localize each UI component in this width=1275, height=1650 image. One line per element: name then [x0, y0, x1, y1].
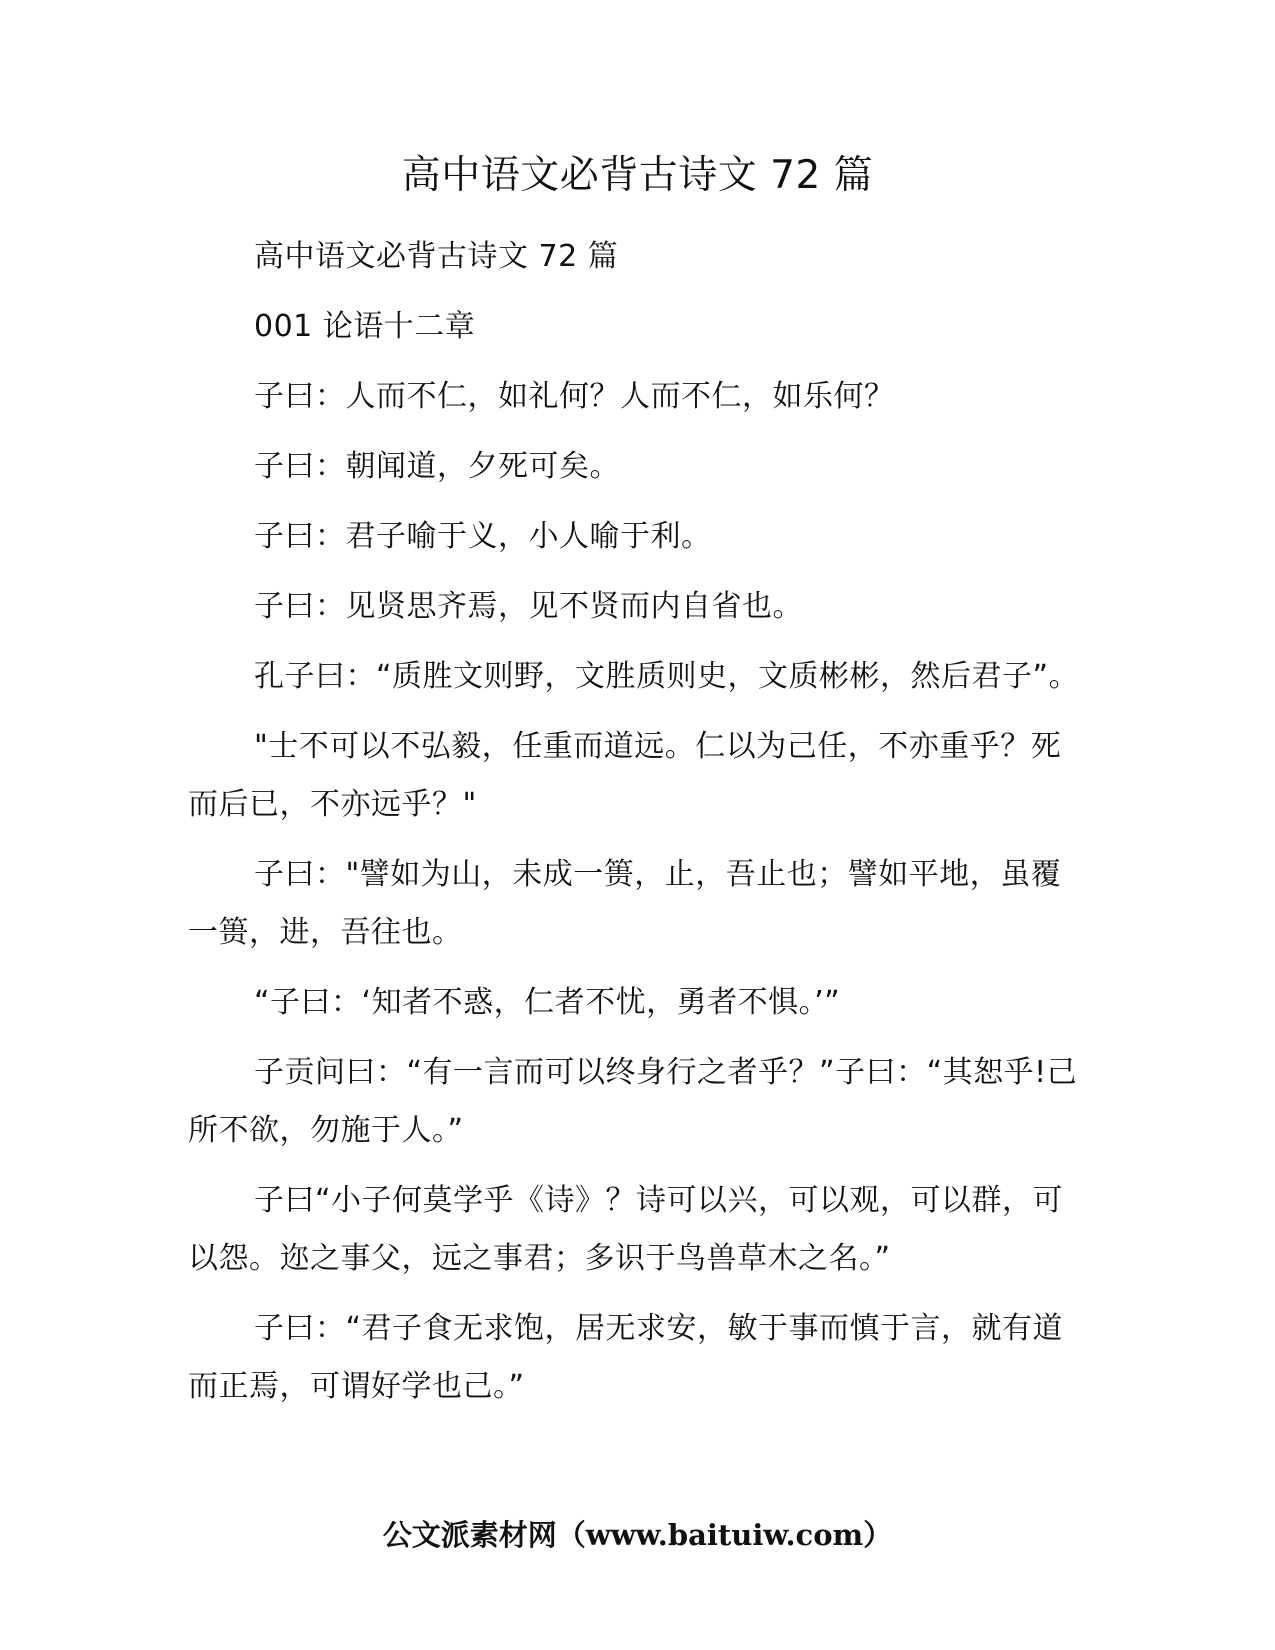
paragraph: 子曰："譬如为山，未成一篑，止，吾止也；譬如平地，虽覆一篑，进，吾往也。	[188, 857, 1062, 950]
paragraph: “子曰：‘知者不惑，仁者不忧，勇者不惧。’”	[254, 985, 841, 1020]
paragraph: 子贡问曰：“有一言而可以终身行之者乎？”子曰：“其恕乎!己所不欲，勿施于人。”	[188, 1055, 1078, 1148]
paragraph: 孔子曰：“质胜文则野，文胜质则史，文质彬彬，然后君子”。	[254, 659, 1080, 694]
paragraph: 子曰：见贤思齐焉，见不贤而内自省也。	[254, 589, 803, 624]
footer-watermark: 公文派素材网（www.baituiw.com）	[382, 1518, 893, 1552]
paragraph: 子曰：君子喻于义，小人喻于利。	[254, 519, 712, 554]
document-body	[188, 228, 1088, 1428]
paragraph: "士不可以不弘毅，任重而道远。仁以为己任，不亦重乎？死而后已，不亦远乎？"	[188, 729, 1062, 822]
paragraph-section-heading: 001 论语十二章	[254, 309, 476, 344]
paragraph-subtitle: 高中语文必背古诗文 72 篇	[254, 239, 619, 274]
paragraph: 子曰：人而不仁，如礼何？人而不仁，如乐何？	[254, 379, 895, 414]
paragraph: 子曰：“君子食无求饱，居无求安，敏于事而慎于言，就有道而正焉，可谓好学也己。”	[188, 1311, 1064, 1404]
paragraph: 子曰“小子何莫学乎《诗》？诗可以兴，可以观，可以群，可以怨。迩之事父，远之事君；多识于鸟兽草木之名。”	[188, 1183, 1064, 1276]
paragraph: 子曰：朝闻道，夕死可矣。	[254, 449, 620, 484]
page-title: 高中语文必背古诗文 72 篇	[401, 153, 874, 198]
